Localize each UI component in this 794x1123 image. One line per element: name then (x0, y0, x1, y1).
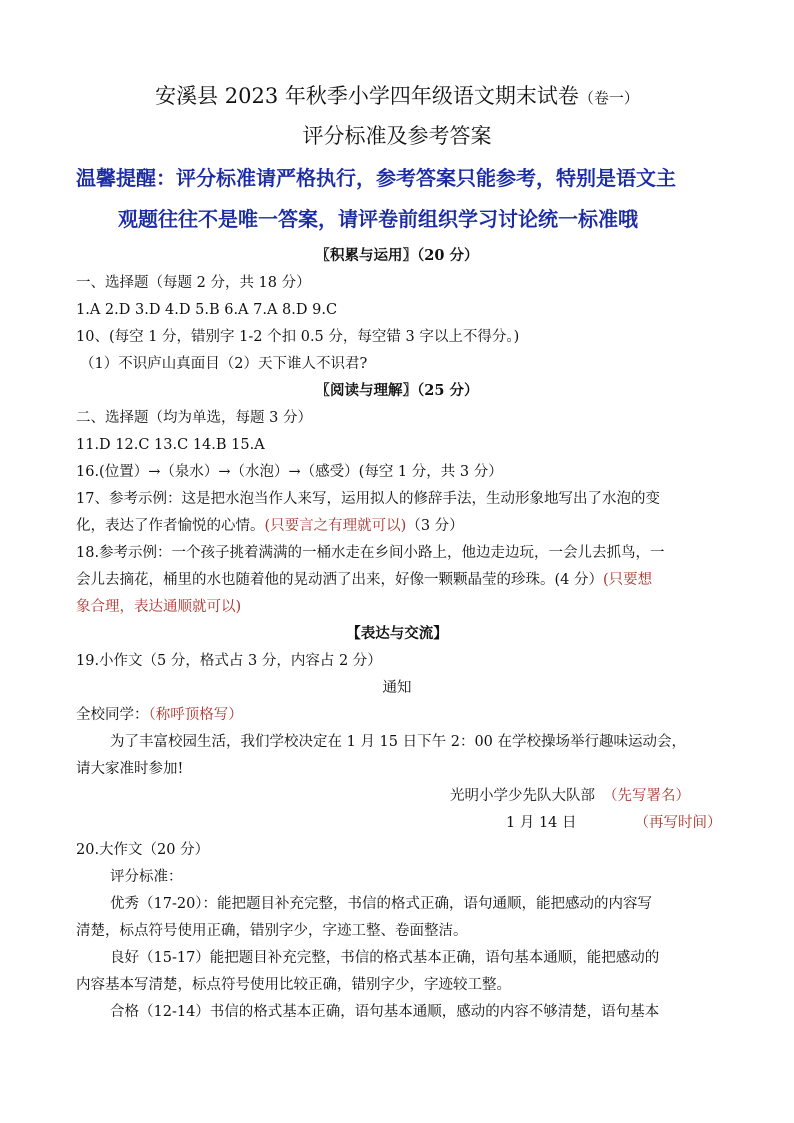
document-title (0, 86, 794, 108)
q10-instructions: 10、(每空 1 分，错别字 1-2 个扣 0.5 分，每空错 3 字以上不得分。) (76, 329, 520, 345)
q18-note-start: (只要想 (603, 572, 653, 588)
section1-answers: 1.A 2.D 3.D 4.D 5.B 6.A 7.A 8.D 9.C (76, 302, 338, 318)
criteria-good-line-1: 良好（15-17）能把题目补充完整，书信的格式基本正确，语句基本通顺，能把感动的 (110, 950, 660, 966)
reminder-line-1: 温馨提醒：评分标准请严格执行，参考答案只能参考，特别是语文主 (76, 166, 676, 190)
notice-title: 通知 (382, 680, 412, 696)
section-heading-accumulation: 〖积累与运用〗（20 分） (315, 247, 479, 264)
q18-note-end: 象合理，表达通顺就可以) (76, 599, 242, 615)
notice-body-line-2: 请大家准时参加! (76, 761, 184, 777)
title-suffix: （卷一） (578, 89, 639, 107)
notice-signature: 光明小学少先队大队部 (450, 788, 595, 804)
q10-answer: （1）不识庐山真面目（2）天下谁人不识君? (80, 356, 368, 372)
signature-note: （先写署名） (603, 788, 690, 804)
notice-salutation-line (76, 705, 726, 725)
criteria-excellent-line-1: 优秀（17-20）：能把题目补充完整，书信的格式正确，语句通顺，能把感动的内容写 (110, 896, 653, 912)
reminder-line-2: 观题往往不是唯一答案，请评卷前组织学习讨论统一标准哦 (118, 207, 638, 231)
notice-salutation: 全校同学： (76, 707, 149, 723)
criteria-pass-line-1: 合格（12-14）书信的格式基本正确，语句基本通顺，感动的内容不够清楚，语句基本 (110, 1004, 660, 1020)
notice-body-line-1: 为了丰富校园生活，我们学校决定在 1 月 15 日下午 2：00 在学校操场举行趣味运动会， (110, 734, 687, 750)
q17-text: 化，表达了作者愉悦的心情。 (76, 518, 265, 534)
section-heading-expression: 【表达与交流】 (346, 625, 448, 642)
section1-question-intro: 一、选择题（每题 2 分，共 18 分） (76, 275, 311, 291)
q17-note: (只要言之有理就可以) (264, 518, 407, 534)
salutation-note: （称呼顶格写） (148, 707, 243, 723)
notice-signature-line (450, 786, 726, 806)
q16-answer: 16.(位置）→（泉水）→（水泡）→（感受）(每空 1 分，共 3 分） (76, 464, 503, 480)
criteria-label: 评分标准： (110, 869, 183, 885)
date-note: （再写时间） (634, 815, 722, 831)
q19-instructions: 19.小作文（5 分，格式占 3 分，内容占 2 分） (76, 653, 382, 669)
q20-instructions: 20.大作文（20 分） (76, 842, 210, 858)
notice-date-line (506, 813, 726, 833)
q17-line-1: 17、参考示例：这是把水泡当作人来写，运用拟人的修辞手法，生动形象地写出了水泡的变 (76, 491, 660, 507)
document-subtitle: 评分标准及参考答案 (302, 124, 492, 148)
criteria-good-line-2: 内容基本写清楚，标点符号使用比较正确，错别字少，字迹较工整。 (76, 977, 511, 993)
q18-line-1: 18.参考示例：一个孩子挑着满满的一桶水走在乡间小路上，他边走边玩，一会儿去抓鸟，一 (76, 545, 665, 561)
q18-text: 会儿去摘花，桶里的水也随着他的晃动洒了出来，好像一颗颗晶莹的珍珠。(4 分） (76, 572, 603, 588)
section-heading-reading: 〖阅读与理解〗（25 分） (315, 382, 479, 399)
criteria-excellent-line-2: 清楚，标点符号使用正确，错别字少，字迹工整、卷面整洁。 (76, 923, 468, 939)
section2-answers: 11.D 12.C 13.C 14.B 15.A (76, 437, 265, 453)
q17-line-2 (76, 516, 726, 536)
title-main: 安溪县 2023 年秋季小学四年级语文期末试卷 (155, 84, 579, 108)
section2-question-intro: 二、选择题（均为单选，每题 3 分） (76, 410, 312, 426)
notice-date: 1 月 14 日 (506, 815, 577, 831)
q18-line-2 (76, 570, 726, 590)
q17-score: （3 分） (406, 518, 464, 534)
